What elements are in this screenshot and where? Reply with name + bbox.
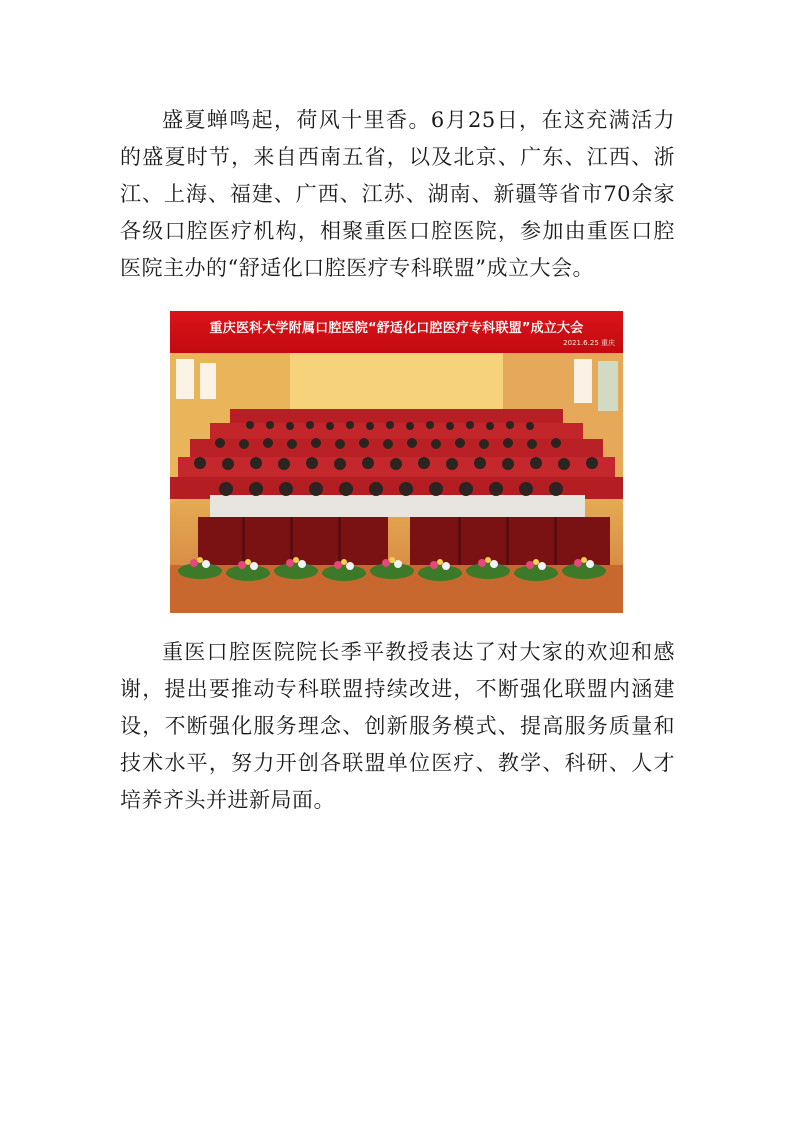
front-tables [198, 517, 610, 565]
paragraph-intro: 盛夏蝉鸣起，荷风十里香。6月25日，在这充满活力的盛夏时节，来自西南五省，以及北京、广东、江西、浙江、上海、福建、广西、江苏、湖南、新疆等省市70余家各级口腔医疗机构，相聚重医口腔医院，参加由重医口腔医院主办的“舒适化口腔医疗专科联盟”成立大会。 [120, 108, 675, 280]
paragraph-speech: 重医口腔医院院长季平教授表达了对大家的欢迎和感谢，提出要推动专科联盟持续改进，不断强化联盟内涵建设，不断强化服务理念、创新服务模式、提高服务质量和技术水平，努力开创各联盟单位医疗、教学、科研、人才培养齐头并进新局面。 [120, 640, 675, 812]
auditorium-scene [170, 353, 623, 613]
group-photo [170, 311, 623, 613]
banner-title: 重庆医科大学附属口腔医院“舒适化口腔医疗专科联盟”成立大会 [209, 321, 584, 336]
back-wall [290, 353, 503, 417]
banner-date: 2021.6.25 重庆 [563, 339, 615, 347]
photo-banner [170, 311, 623, 353]
auditorium-illustration [170, 353, 623, 613]
